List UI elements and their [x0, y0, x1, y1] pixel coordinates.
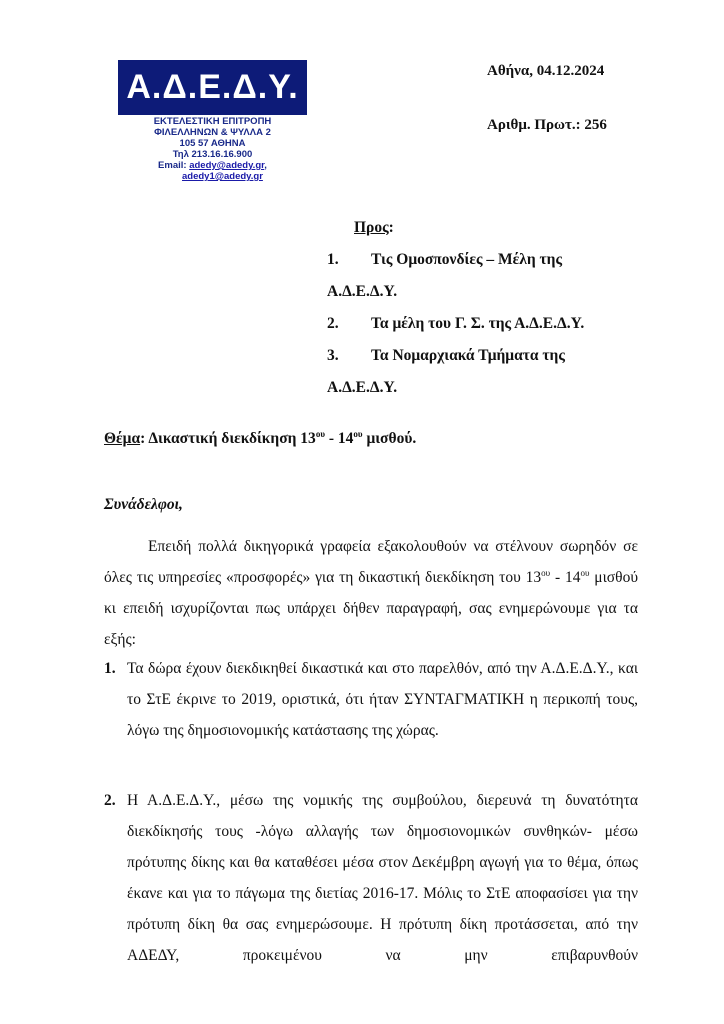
- intro-paragraph: [104, 531, 638, 655]
- point-number: 2.: [104, 792, 116, 809]
- recipient-text: Τις Ομοσπονδίες – Μέλη της: [371, 251, 563, 268]
- recipients-block: [327, 212, 584, 404]
- superscript: ου: [353, 429, 363, 439]
- point-text: Η Α.Δ.Ε.Δ.Υ., μέσω της νομικής της συμβούλου, διερευνά τη δυνατότητα διεκδίκησής τους -λόγω αλλαγής των δημοσιονομικών συνθηκών- μέσω πρότυπης δίκης και θα καταθέσει μέσα στον Δεκέμβρη αγωγή για το θέμα, όπως έκανε και για το πάγωμα της διετίας 2016-17. Μόλις το ΣτΕ αποφασίσει για την πρότυπη δίκη θα σας ενημερώσουμε. Η πρότυπη δίκη προτάσσεται, από την ΑΔΕΔΥ, προκειμένου να μην επιβαρυνθούν: [127, 792, 638, 964]
- point-text: Τα δώρα έχουν διεκδικηθεί δικαστικά και στο παρελθόν, από την Α.Δ.Ε.Δ.Υ., και το ΣτΕ έκρινε το 2019, οριστικά, ότι ήταν ΣΥΝΤΑΓΜΑΤΙΚΗ η περικοπή τους, λόγω της δημοσιονομικής κατάστασης της χώρας.: [127, 660, 638, 739]
- recipient-text-cont: Α.Δ.Ε.Δ.Υ.: [327, 379, 398, 396]
- intro-text: μισθού κι επειδή ισχυρίζονται πως υπάρχει δήθεν παραγραφή, σας ενημερώνουμε για τα εξής:: [104, 569, 638, 648]
- recipient-number: 1.: [327, 251, 339, 268]
- email-link-1[interactable]: adedy@adedy.gr: [189, 160, 265, 171]
- email-line: [118, 160, 307, 171]
- recipient-item: [327, 308, 584, 340]
- point-number: 1.: [104, 660, 116, 677]
- org-line: Τηλ 213.16.16.900: [172, 149, 253, 160]
- org-line: ΦΙΛΕΛΛΗΝΩΝ & ΨΥΛΛΑ 2: [154, 127, 271, 138]
- adedy-logo: [118, 60, 307, 115]
- superscript: ου: [541, 568, 551, 578]
- recipient-text-cont: Α.Δ.Ε.Δ.Υ.: [327, 283, 398, 300]
- subject-sep: :: [140, 430, 149, 447]
- subject-line: [104, 430, 416, 448]
- recipient-number: 2.: [327, 315, 339, 332]
- logo-text: Α.Δ.Ε.Δ.Υ.: [126, 68, 299, 106]
- intro-text: Επειδή πολλά δικηγορικά γραφεία εξακολουθούν να στέλνουν σωρηδόν σε όλες τις υπηρεσίες «προσφορές» για τη δικαστική διεκδίκηση του 13: [104, 538, 638, 586]
- organization-address: [118, 116, 307, 182]
- superscript: ου: [580, 568, 590, 578]
- subject-label: Θέμα: [104, 430, 141, 447]
- recipients-label: Προς: [354, 219, 389, 236]
- recipient-item: [327, 340, 584, 372]
- superscript: ου: [315, 429, 325, 439]
- recipients-colon: :: [388, 219, 394, 236]
- email-label: Email:: [158, 160, 187, 171]
- recipient-text: Τα Νομαρχιακά Τμήματα της: [371, 347, 565, 364]
- intro-text: - 14: [550, 569, 581, 586]
- subject-text: - 14: [324, 430, 354, 447]
- point-item: [104, 653, 638, 746]
- subject-text: Δικαστική διεκδίκηση 13: [148, 430, 316, 447]
- email-comma: ,: [264, 160, 267, 171]
- org-line: 105 57 ΑΘΗΝΑ: [179, 138, 246, 149]
- email-link-2[interactable]: adedy1@adedy.gr: [182, 171, 263, 182]
- recipient-number: 3.: [327, 347, 339, 364]
- email-line-2: [118, 171, 307, 182]
- subject-text: μισθού.: [362, 430, 417, 447]
- recipient-text: Τα μέλη του Γ. Σ. της Α.Δ.Ε.Δ.Υ.: [371, 315, 585, 332]
- letter-date: Αθήνα, 04.12.2024: [487, 63, 605, 79]
- point-item: [104, 785, 638, 971]
- org-line: ΕΚΤΕΛΕΣΤΙΚΗ ΕΠΙΤΡΟΠΗ: [153, 116, 272, 127]
- protocol-number: Αριθμ. Πρωτ.: 256: [487, 117, 607, 133]
- salutation: Συνάδελφοι,: [104, 496, 183, 513]
- recipient-item: [327, 244, 584, 276]
